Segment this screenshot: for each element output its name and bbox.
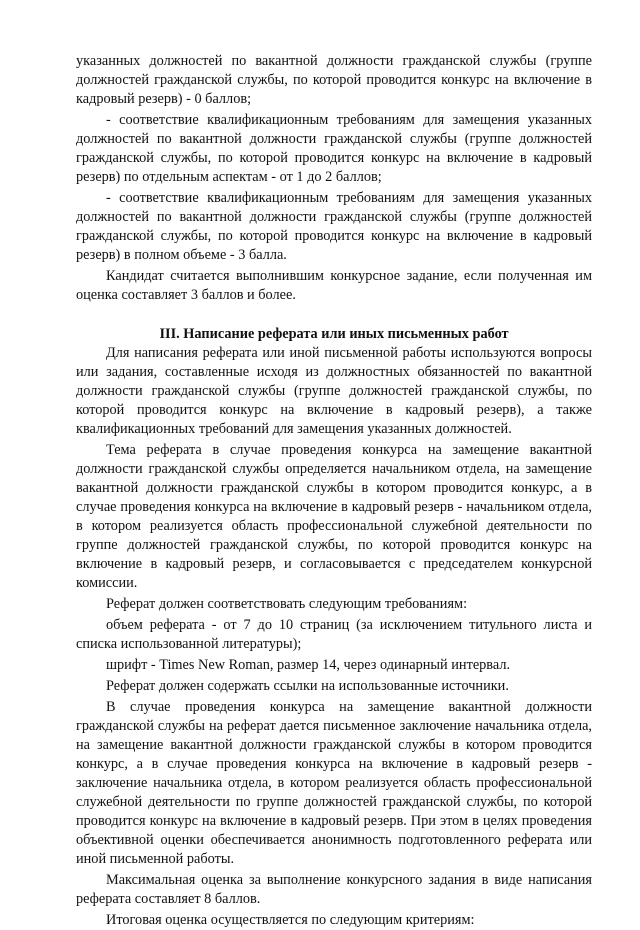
paragraph: Реферат должен содержать ссылки на использованные источники. (106, 678, 509, 694)
section-heading: III. Написание реферата или иных письменных работ (159, 326, 509, 342)
paragraph: Итоговая оценка осуществляется по следующим критериям: (106, 912, 475, 928)
paragraph: Для написания реферата или иной письменной работы используются вопросы или задания, составленные исходя из должностных обязанностей по вакантной должности гражданской службы (группе должностей гражданской службы, по которой проводится конкурс на включение в кадровый резерв), а также квалификационных требований для замещения указанных должностей. (76, 345, 592, 437)
paragraph: - соответствие квалификационным требованиям для замещения указанных должностей по вакантной должности гражданской службы (группе должностей гражданской службы, по которой проводится конкурс на включение в кадровый резерв) в полном объеме - 3 балла. (76, 190, 592, 263)
paragraph: объем реферата - от 7 до 10 страниц (за исключением титульного листа и списка использованной литературы); (76, 617, 592, 652)
paragraph: - соответствие квалификационным требованиям для замещения указанных должностей по вакантной должности гражданской службы (группе должностей гражданской службы, по которой проводится конкурс на включение в кадровый резерв) по отдельным аспектам - от 1 до 2 баллов; (76, 112, 592, 185)
paragraph: указанных должностей по вакантной должности гражданской службы (группе должностей гражданской службы, по которой проводится конкурс на включение в кадровый резерв) - 0 баллов; (76, 53, 592, 107)
paragraph: Кандидат считается выполнившим конкурсное задание, если полученная им оценка составляет 3 баллов и более. (76, 268, 592, 303)
paragraph: Тема реферата в случае проведения конкурса на замещение вакантной должности гражданской службы определяется начальником отдела, на замещение вакантной должности гражданской службы в котором проводится конкурс, а в случае проведения конкурса на включение в кадровый резерв - начальником отдела, в котором реализуется область профессиональной служебной деятельности по группе должностей гражданской службы, по которой проводится конкурс на включение в кадровый резерв, и согласовывается с председателем конкурсной комиссии. (76, 442, 592, 591)
paragraph: Максимальная оценка за выполнение конкурсного задания в виде написания реферата составляет 8 баллов. (76, 872, 592, 907)
paragraph: В случае проведения конкурса на замещение вакантной должности гражданской службы на реферат дается письменное заключение начальника отдела, на замещение вакантной должности гражданской службы в котором проводится конкурс, а в случае проведения конкурса на включение в кадровый резерв - заключение начальника отдела, в котором реализуется область профессиональной служебной деятельности по группе должностей гражданской службы, по которой проводится конкурс на включение в кадровый резерв. При этом в целях проведения объективной оценки обеспечивается анонимность подготовленного реферата или иной письменной работы. (76, 699, 592, 867)
paragraph: Реферат должен соответствовать следующим требованиям: (106, 596, 468, 612)
paragraph: шрифт - Times New Roman, размер 14, через одинарный интервал. (106, 657, 511, 673)
